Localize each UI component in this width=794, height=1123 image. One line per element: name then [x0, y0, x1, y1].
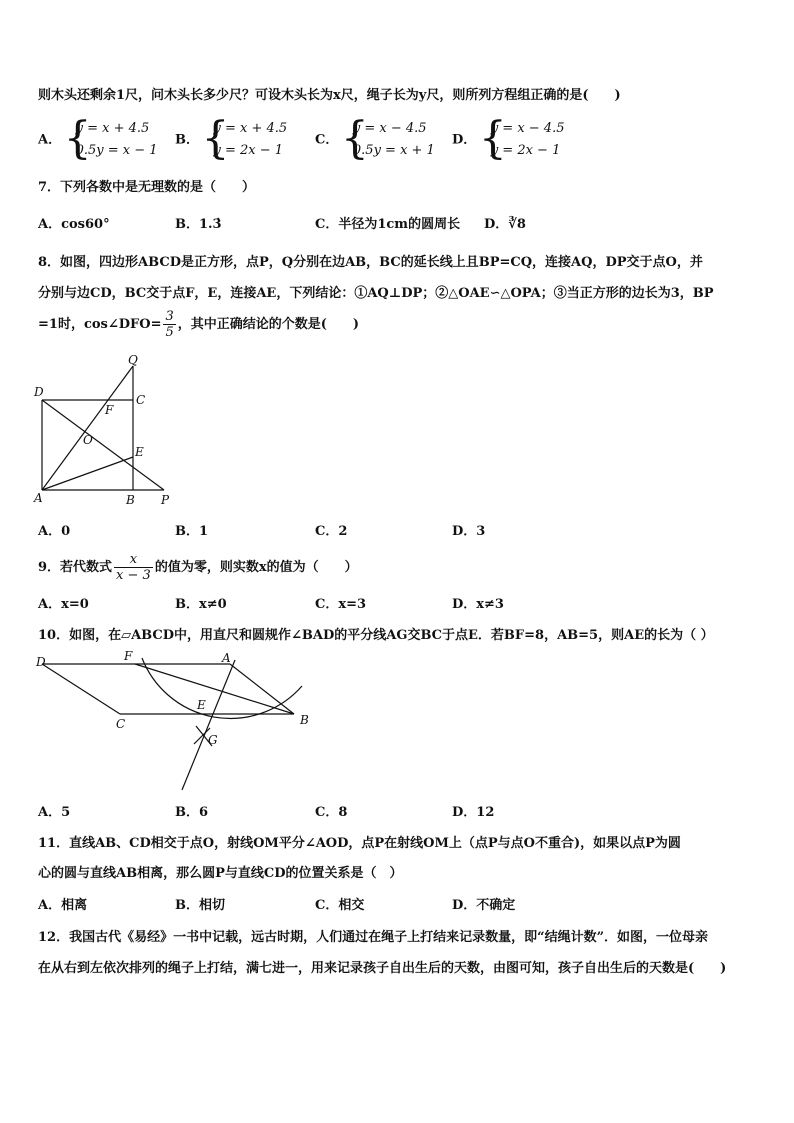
label-e: E	[135, 445, 144, 459]
segment-ag	[182, 660, 235, 790]
q11-option-b[interactable]: B．相切	[175, 898, 225, 913]
q8-option-c[interactable]: C．2	[315, 524, 348, 539]
q10-option-c[interactable]: C．8	[315, 805, 348, 820]
q11-option-d[interactable]: D．不确定	[452, 898, 516, 913]
label-b: B	[126, 493, 135, 507]
q7-option-a[interactable]: A．cos60°	[38, 217, 110, 232]
segment-ae	[42, 457, 133, 490]
label-q: Q	[128, 353, 138, 367]
q8-square-figure	[30, 352, 190, 510]
label-f: F	[105, 403, 114, 417]
q10-option-d[interactable]: D．12	[452, 805, 495, 820]
segment-dc	[42, 664, 120, 714]
q9-stem: 9．若代数式 $\frac{x}{x - 3}$ 的值为零，则实数x的值为（ ）	[38, 552, 358, 583]
label-e: E	[197, 698, 206, 712]
q9-option-d[interactable]: D．x≠3	[452, 597, 504, 612]
equation-system: { y = x + 4.5 0.5y = x − 1	[63, 113, 158, 164]
q10-parallelogram-figure	[30, 648, 330, 794]
q11-stem-line2: 心的圆与直线AB相离，那么圆P与直线CD的位置关系是（ ）	[38, 866, 403, 881]
label-p: P	[161, 493, 170, 507]
q6-stem: 则木头还剩余1尺，问木头长多少尺？可设木头长为x尺，绳子长为y尺，则所列方程组正确的是( )	[38, 88, 621, 103]
q7-option-d[interactable]: D．∛8	[484, 217, 526, 232]
q8-option-d[interactable]: D．3	[452, 524, 486, 539]
q11-option-c[interactable]: C．相交	[315, 898, 365, 913]
label-g: G	[208, 733, 218, 747]
q8-option-b[interactable]: B．1	[175, 524, 209, 539]
q9-option-a[interactable]: A．x=0	[38, 597, 89, 612]
q6-option-a[interactable]: A． { y = x + 4.5 0.5y = x − 1	[38, 113, 158, 164]
label-c: C	[136, 393, 146, 407]
q7-stem: 7．下列各数中是无理数的是（ ）	[38, 180, 256, 195]
label-a: A	[222, 651, 231, 665]
q8-stem-line3: =1时，cos∠DFO= $\frac{3}{5}$ ，其中正确结论的个数是( )	[38, 309, 360, 340]
q8-stem-line1: 8．如图，四边形ABCD是正方形，点P，Q分别在边AB，BC的延长线上且BP=CQ，连接AQ，DP交于点O，并	[38, 255, 703, 270]
fraction: $\frac{3}{5}$	[165, 309, 174, 340]
fraction: $\frac{x}{x - 3}$	[116, 552, 151, 583]
label-d: D	[36, 655, 46, 669]
q6-option-c[interactable]: C． { y = x − 4.5 0.5y = x + 1	[315, 113, 435, 164]
label-o: O	[83, 433, 93, 447]
q12-stem-line1: 12．我国古代《易经》一书中记载，远古时期，人们通过在绳子上打结来记录数量，即“结绳计数”．如图，一位母亲	[38, 930, 709, 945]
q10-option-b[interactable]: B．6	[175, 805, 209, 820]
q11-stem-line1: 11．直线AB、CD相交于点O，射线OM平分∠AOD，点P在射线OM上（点P与点O不重合)，如果以点P为圆	[38, 836, 681, 851]
q8-option-a[interactable]: A．0	[38, 524, 71, 539]
q6-option-b[interactable]: B． { y = x + 4.5 y = 2x − 1	[175, 113, 288, 164]
segment-ab	[230, 664, 294, 714]
equation-system: { y = x − 4.5 0.5y = x + 1	[340, 113, 435, 164]
q6-option-d[interactable]: D． { y = x − 4.5 y = 2x − 1	[452, 113, 565, 164]
q10-option-a[interactable]: A．5	[38, 805, 71, 820]
q9-option-b[interactable]: B．x≠0	[175, 597, 227, 612]
q8-stem-line2: 分别与边CD，BC交于点F，E，连接AE，下列结论：①AQ⊥DP；②△OAE∽△OPA；③当正方形的边长为3，BP	[38, 286, 714, 301]
label-f: F	[124, 649, 133, 663]
equation-system: { y = x − 4.5 y = 2x − 1	[478, 113, 565, 164]
label-b: B	[300, 713, 309, 727]
label-a: A	[34, 491, 43, 505]
segment-fb	[135, 664, 294, 714]
q11-option-a[interactable]: A．相离	[38, 898, 88, 913]
equation-system: { y = x + 4.5 y = 2x − 1	[201, 113, 288, 164]
q9-option-c[interactable]: C．x=3	[315, 597, 367, 612]
q7-option-c[interactable]: C．半径为1cm的圆周长	[315, 217, 461, 232]
label-d: D	[34, 385, 44, 399]
segment-aq	[42, 366, 133, 490]
segment-dp	[42, 400, 164, 490]
q10-stem: 10．如图，在▱ABCD中，用直尺和圆规作∠BAD的平分线AG交BC于点E．若BF=8，AB=5，则AE的长为（ ）	[38, 628, 714, 643]
q12-stem-line2: 在从右到左依次排列的绳子上打结，满七进一，用来记录孩子自出生后的天数，由图可知，孩子自出生后的天数是( )	[38, 961, 727, 976]
q7-option-b[interactable]: B．1.3̇	[175, 217, 222, 232]
label-c: C	[116, 717, 126, 731]
